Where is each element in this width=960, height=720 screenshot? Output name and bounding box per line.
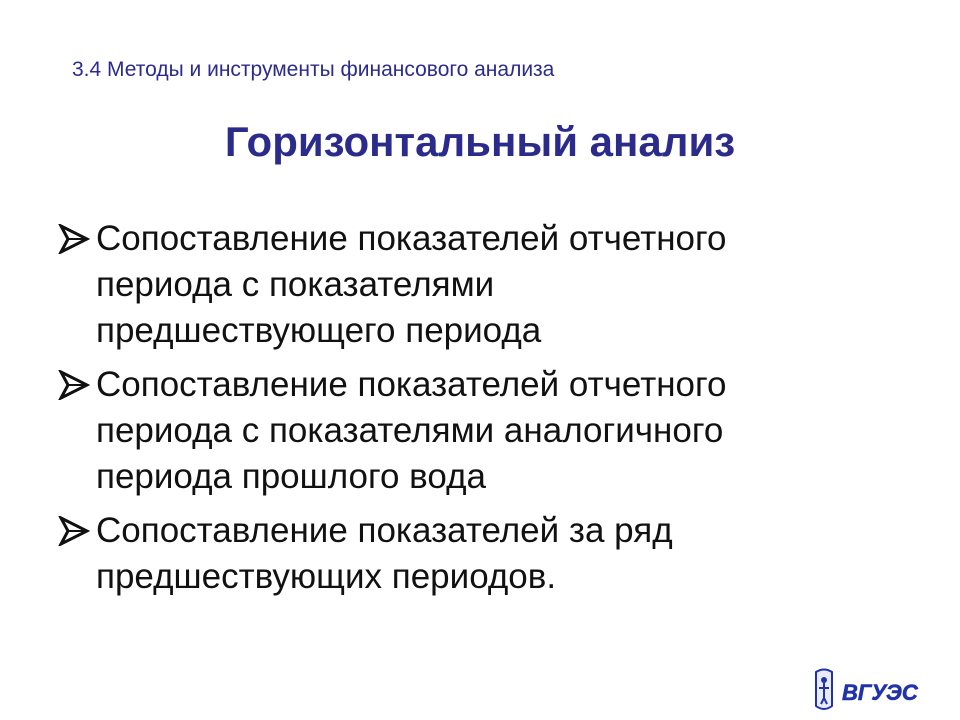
- slide-title: Горизонтальный анализ: [224, 118, 736, 165]
- list-item: [58, 508, 898, 600]
- university-logo: [812, 668, 932, 712]
- logo-text: ВГУЭС: [842, 680, 918, 705]
- arrow-bullet-icon: [58, 370, 90, 400]
- list-item: [58, 362, 898, 500]
- arrow-bullet-icon: [58, 516, 90, 546]
- list-item: [58, 216, 898, 354]
- university-emblem-icon: [816, 670, 832, 710]
- bullet-list: [58, 216, 898, 608]
- bullet-text: Сопоставление показателей отчетного периода с показателями аналогичного периода прошлого вода: [96, 365, 727, 496]
- bullet-text: Сопоставление показателей за ряд предшествующих периодов.: [96, 511, 673, 596]
- arrow-bullet-icon: [58, 224, 90, 254]
- section-header: 3.4 Методы и инструменты финансового анализа: [72, 58, 555, 81]
- bullet-text: Сопоставление показателей отчетного периода с показателями предшествующего периода: [96, 219, 727, 350]
